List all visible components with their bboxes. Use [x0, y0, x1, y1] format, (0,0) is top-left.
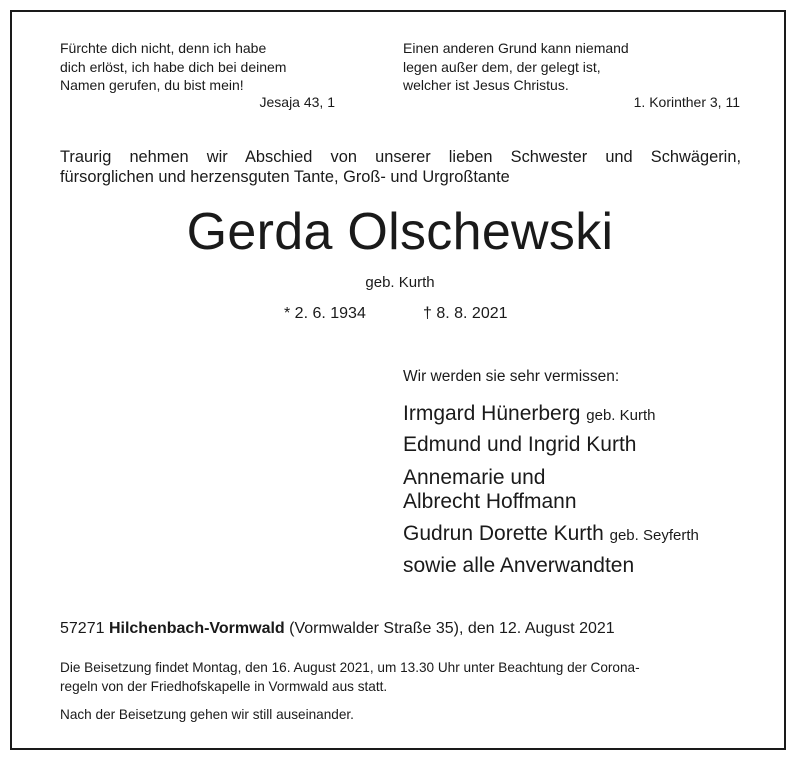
notice-frame — [10, 10, 786, 750]
mourner-line: Albrecht Hoffmann — [403, 490, 577, 513]
birth-date: * 2. 6. 1934 — [284, 305, 366, 322]
verse-left — [60, 39, 286, 95]
mourner-name: Irmgard Hünerberg — [403, 402, 581, 425]
mourner-note: geb. Seyferth — [609, 527, 699, 544]
mourners-heading: Wir werden sie sehr vermissen: — [403, 368, 620, 385]
verse-left-line: Namen gerufen, du bist mein! — [60, 77, 244, 93]
verse-left-reference: Jesaja 43, 1 — [259, 94, 335, 110]
verse-right-line: Einen anderen Grund kann niemand — [403, 40, 629, 56]
intro-line: fürsorglichen und herzensguten Tante, Groß- und Urgroßtante — [60, 168, 510, 186]
mourner-entry — [403, 402, 655, 428]
verse-right — [403, 39, 629, 95]
intro-text — [60, 147, 741, 187]
mourner-entry: Edmund und Ingrid Kurth — [403, 433, 637, 456]
verse-left-line: dich erlöst, ich habe dich bei deinem — [60, 58, 287, 75]
birth-name: geb. Kurth — [365, 274, 435, 291]
address-rest: (Vormwalder Straße 35), den 12. August 2021 — [289, 620, 615, 637]
verse-right-reference: 1. Korinther 3, 11 — [633, 94, 740, 110]
funeral-line: Die Beisetzung findet Montag, den 16. August 2021, um 13.30 Uhr unter Beachtung der Corona- — [60, 660, 640, 675]
verse-left-line: Fürchte dich nicht, denn ich habe — [60, 40, 267, 56]
mourner-entry — [403, 466, 577, 514]
funeral-info — [60, 659, 750, 696]
postcode: 57271 — [60, 620, 105, 637]
town: Hilchenbach-Vormwald — [108, 620, 285, 637]
mourner-note: geb. Kurth — [586, 407, 656, 424]
funeral-closing: Nach der Beisetzung gehen wir still auseinander. — [60, 707, 354, 722]
verse-right-line: legen außer dem, der gelegt ist, — [403, 58, 601, 75]
death-date: † 8. 8. 2021 — [423, 305, 508, 322]
mourner-line: Annemarie und — [403, 466, 546, 489]
mourner-name: Gudrun Dorette Kurth — [403, 522, 604, 545]
funeral-line: regeln von der Friedhofskapelle in Vormwald aus statt. — [60, 678, 388, 694]
intro-line: Traurig nehmen wir Abschied von unserer lieben Schwester und Schwägerin, — [60, 148, 741, 166]
address-line — [60, 620, 615, 638]
mourner-entry — [403, 522, 699, 548]
verse-right-line: welcher ist Jesus Christus. — [403, 77, 569, 93]
deceased-name: Gerda Olschewski — [186, 203, 614, 261]
mourner-entry: sowie alle Anverwandten — [403, 554, 635, 577]
